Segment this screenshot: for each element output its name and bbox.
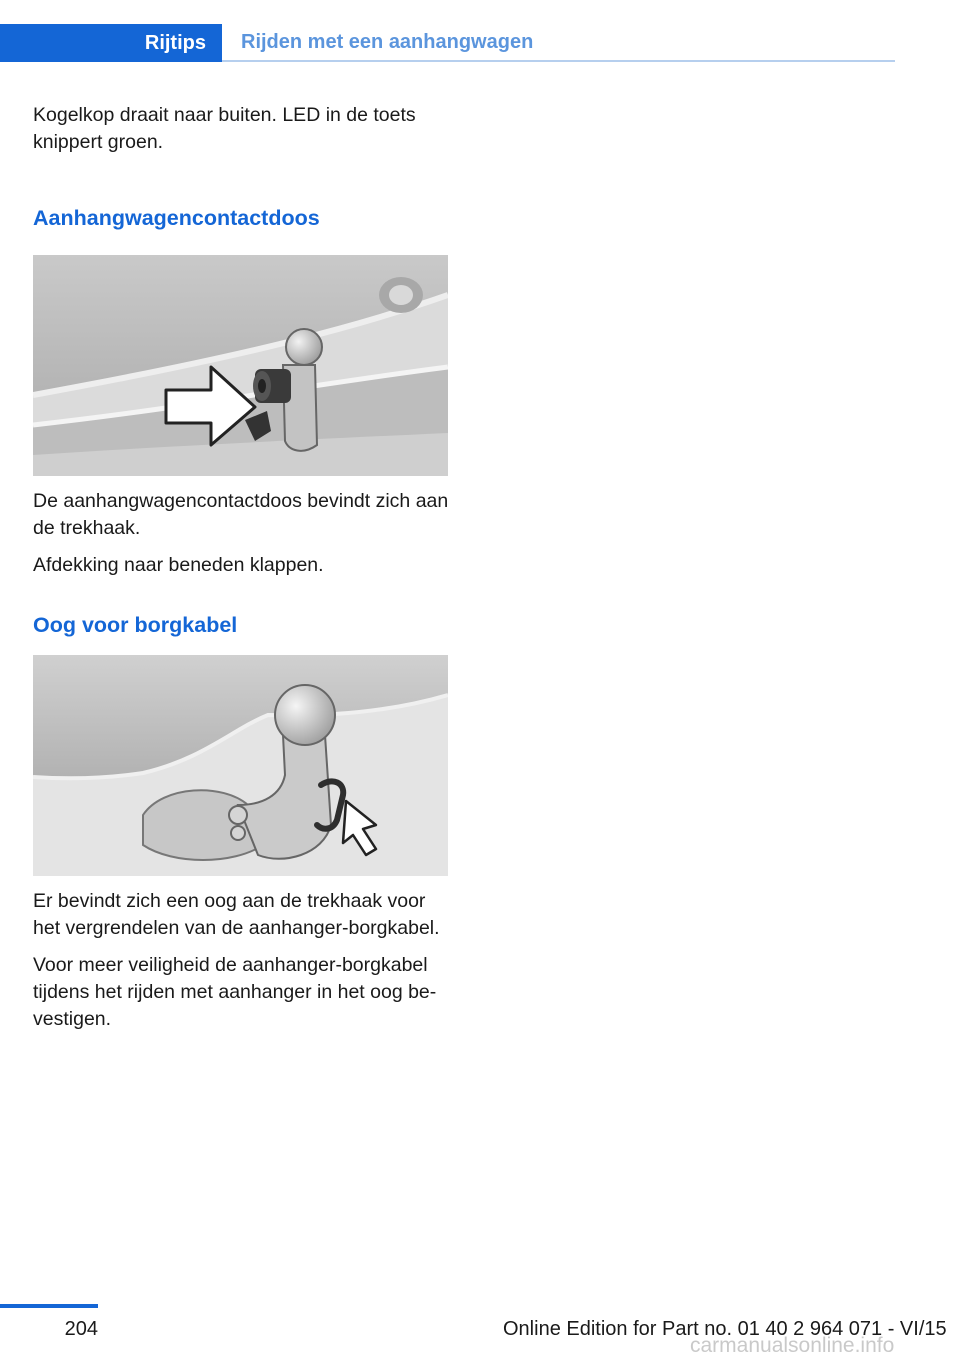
cable-eye-illustration <box>33 655 448 876</box>
watermark: carmanualsonline.info <box>690 1334 895 1357</box>
edition-info: Online Edition for Part no. 01 40 2 964 071 - VI/15 <box>503 1318 947 1340</box>
section-tab[interactable]: Rijtips <box>0 24 222 62</box>
socket-cover-instruction: Afdekking naar beneden klappen. <box>33 554 324 576</box>
section-heading-socket: Aanhangwagencontactdoos <box>33 206 320 230</box>
socket-location-text: De aanhangwagencontactdoos bevindt zich aan de trekhaak. <box>33 490 449 539</box>
page-header <box>0 24 895 62</box>
socket-illustration <box>33 255 448 476</box>
content-column <box>33 102 453 1033</box>
header-divider <box>222 60 895 62</box>
section-heading-cable-eye: Oog voor borgkabel <box>33 613 238 637</box>
chapter-title[interactable]: Rijden met een aanhangwagen <box>241 31 534 53</box>
cable-eye-safety-text: Voor meer veiligheid de aanhanger-borgkabel tijdens het rijden met aanhanger in het oog be-vestigen. <box>33 954 437 1030</box>
page-number: 204 <box>64 1318 98 1340</box>
cable-eye-location-text: Er bevindt zich een oog aan de trekhaak voor het vergrendelen van de aanhanger-borgkabel. <box>33 890 440 939</box>
intro-text: Kogelkop draait naar buiten. LED in de toets knippert groen. <box>33 104 416 153</box>
footer-divider <box>0 1304 98 1308</box>
